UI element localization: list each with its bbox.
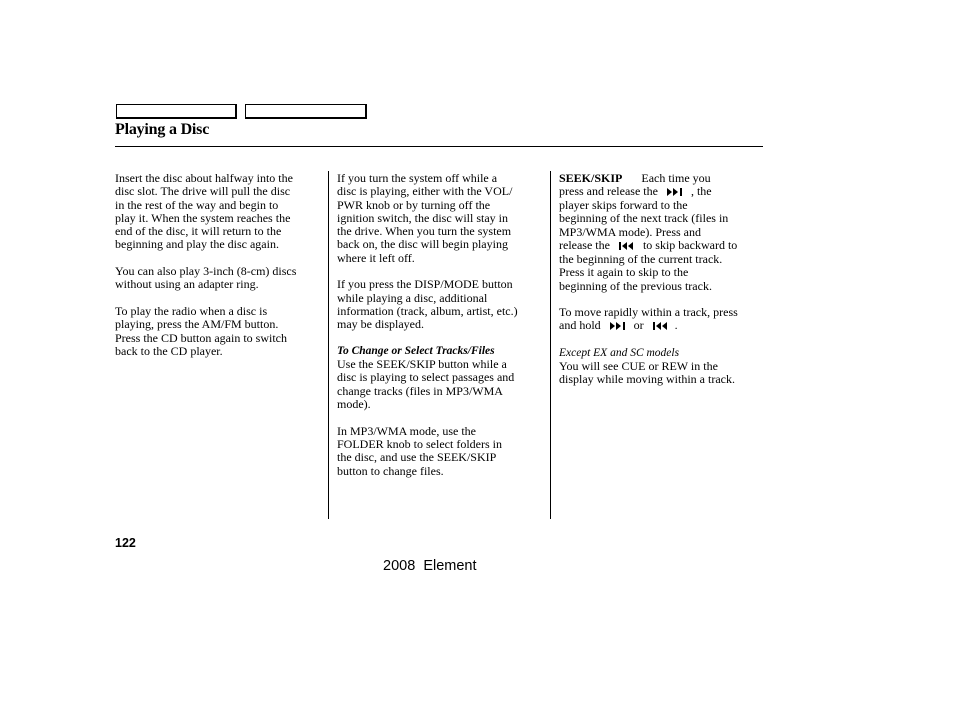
title-rule xyxy=(115,146,763,147)
footer-model: 2008 Element xyxy=(383,558,477,574)
page-number: 122 xyxy=(115,536,136,550)
column-divider-2 xyxy=(550,171,551,519)
paragraph-small-discs: You can also play 3-inch (8-cm) discs without using an adapter ring. xyxy=(115,264,297,292)
seek-skip-label: SEEK/SKIP xyxy=(559,171,623,185)
page-title: Playing a Disc xyxy=(115,121,210,138)
column-divider-1 xyxy=(328,171,329,519)
skip-forward-icon xyxy=(667,186,687,199)
header-tab-box-right xyxy=(245,104,367,119)
column-3 xyxy=(559,172,765,400)
paragraph-move-rapidly: To move rapidly within a track, press and hold or . xyxy=(559,305,738,333)
column-2 xyxy=(337,172,545,491)
rewind-icon xyxy=(651,320,671,333)
header-tab-box-left xyxy=(116,104,237,119)
paragraph-disp-mode: If you press the DISP/MODE button while playing a disc, additional information (track, album, artist, etc.) may be displayed. xyxy=(337,277,518,332)
paragraph-cue-rew: Except EX and SC models You will see CUE or REW in the display while moving within a track. xyxy=(559,347,765,387)
subheading-change-tracks: To Change or Select Tracks/Files xyxy=(337,344,495,357)
column-1 xyxy=(115,172,322,371)
paragraph-change-tracks: To Change or Select Tracks/Files Use the SEEK/SKIP button while a disc is playing to select passages and change tracks (files in MP3/WMA mode). xyxy=(337,345,545,411)
paragraph-folder-knob: In MP3/WMA mode, use the FOLDER knob to select folders in the disc, and use the SEEK/SKIP button to change files. xyxy=(337,423,502,478)
paragraph-system-off: If you turn the system off while a disc is playing, either with the VOL/ PWR knob or by turning off the ignition switch, the disc will stay in the drive. When you turn the system back on, the disc will begin playing where it left off. xyxy=(337,171,513,265)
fast-forward-icon xyxy=(610,320,630,333)
model-note: Except EX and SC models xyxy=(559,346,680,359)
paragraph-seek-skip: SEEK/SKIP Each time you press and release the , the player skips forward to the beginning of the next track (files in MP3/WMA mode). Press and release the to skip backward to the beginning of the current track. Press it again to skip to the beginning of the previous track. xyxy=(559,171,738,293)
skip-back-icon xyxy=(617,240,637,253)
paragraph-insert-disc: Insert the disc about halfway into the disc slot. The drive will pull the disc in the rest of the way and begin to play it. When the system reaches the end of the disc, it will return to the beginning and play the disc again. xyxy=(115,171,293,252)
paragraph-radio-switch: To play the radio when a disc is playing, press the AM/FM button. Press the CD button again to switch back to the CD player. xyxy=(115,303,287,358)
